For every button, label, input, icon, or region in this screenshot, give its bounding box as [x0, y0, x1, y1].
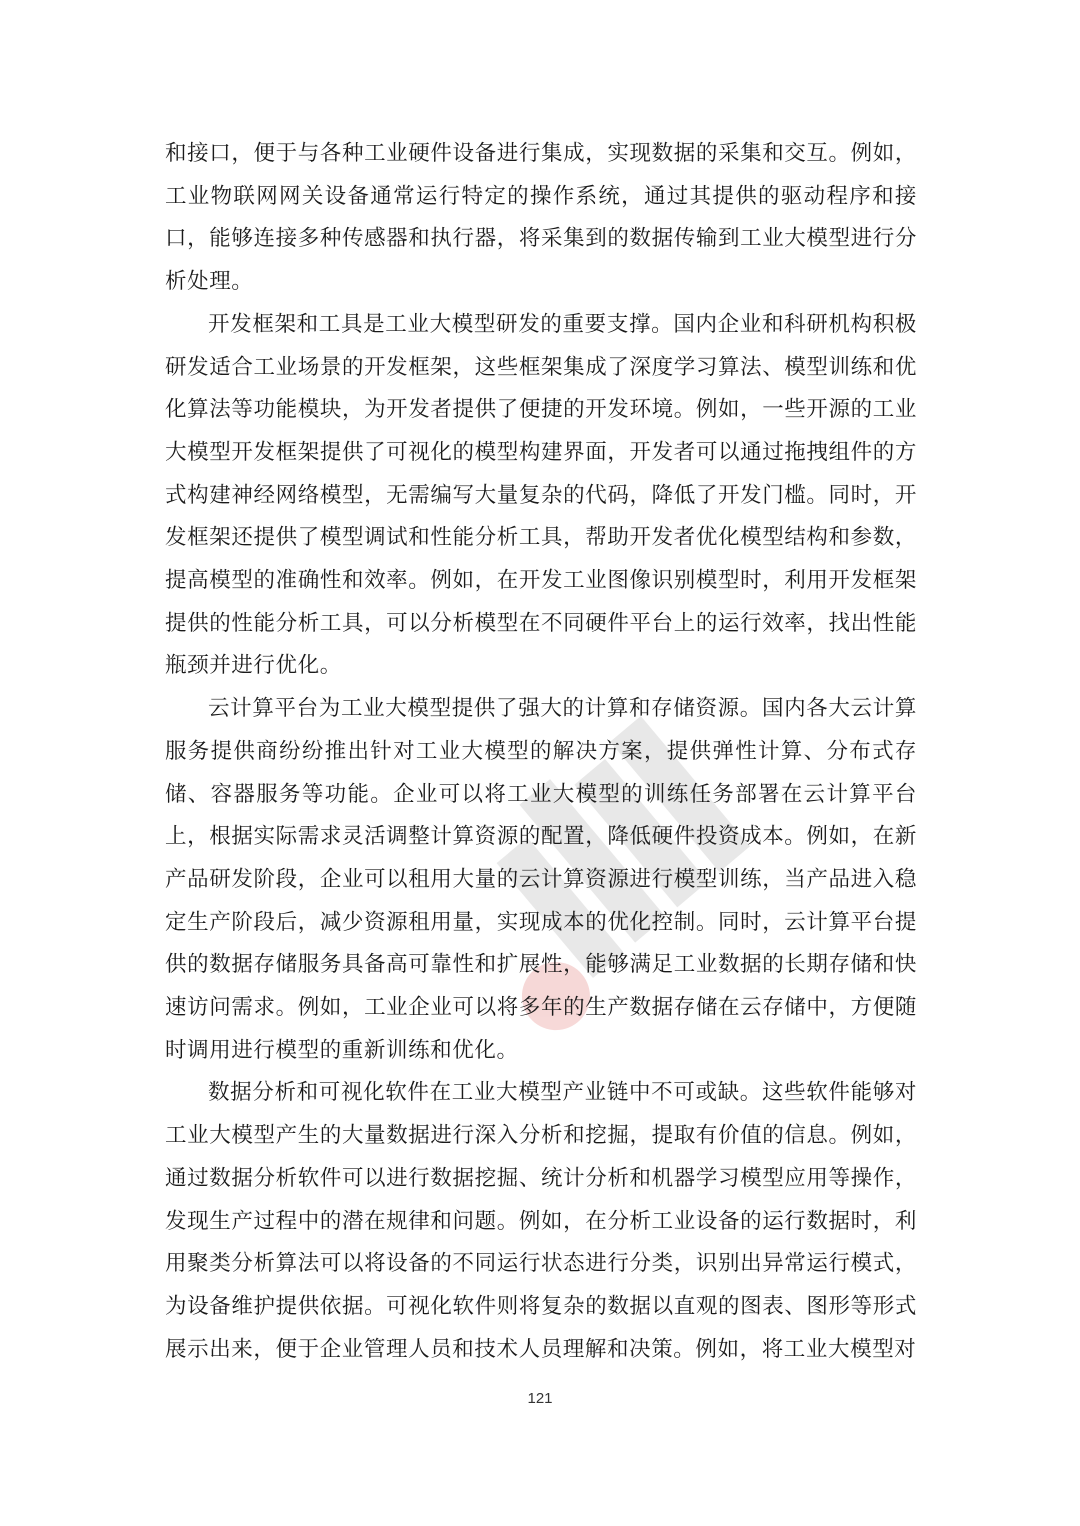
paragraph-3: 云计算平台为工业大模型提供了强大的计算和存储资源。国内各大云计算服务提供商纷纷推出针对工业大模型的解决方案，提供弹性计算、分布式存储、容器服务等功能。企业可以将工业大模型的训练任务部署在云计算平台上，根据实际需求灵活调整计算资源的配置，降低硬件投资成本。例如，在新产品研发阶段，企业可以租用大量的云计算资源进行模型训练，当产品进入稳定生产阶段后，减少资源租用量，实现成本的优化控制。同时，云计算平台提供的数据存储服务具备高可靠性和扩展性，能够满足工业数据的长期存储和快速访问需求。例如，工业企业可以将多年的生产数据存储在云存储中，方便随时调用进行模型的重新训练和优化。 [165, 696, 917, 1063]
paragraph-2: 开发框架和工具是工业大模型研发的重要支撑。国内企业和科研机构积极研发适合工业场景的开发框架，这些框架集成了深度学习算法、模型训练和优化算法等功能模块，为开发者提供了便捷的开发环境。例如，一些开源的工业大模型开发框架提供了可视化的模型构建界面，开发者可以通过拖拽组件的方式构建神经网络模型，无需编写大量复杂的代码，降低了开发门槛。同时，开发框架还提供了模型调试和性能分析工具，帮助开发者优化模型结构和参数，提高模型的准确性和效率。例如，在开发工业图像识别模型时，利用开发框架提供的性能分析工具，可以分析模型在不同硬件平台上的运行效率，找出性能瓶颈并进行优化。 [165, 311, 917, 679]
document-body [165, 133, 917, 1371]
page-number: 121 [527, 1390, 553, 1407]
paragraph-4: 数据分析和可视化软件在工业大模型产业链中不可或缺。这些软件能够对工业大模型产生的大量数据进行深入分析和挖掘，提取有价值的信息。例如，通过数据分析软件可以进行数据挖掘、统计分析和机器学习模型应用等操作，发现生产过程中的潜在规律和问题。例如，在分析工业设备的运行数据时，利用聚类分析算法可以将设备的不同运行状态进行分类，识别出异常运行模式，为设备维护提供依据。可视化软件则将复杂的数据以直观的图表、图形等形式展示出来，便于企业管理人员和技术人员理解和决策。例如，将工业大模型对 [165, 1080, 917, 1362]
paragraph-1: 和接口，便于与各种工业硬件设备进行集成，实现数据的采集和交互。例如，工业物联网网关设备通常运行特定的操作系统，通过其提供的驱动程序和接口，能够连接多种传感器和执行器，将采集到的数据传输到工业大模型进行分析处理。 [165, 141, 917, 295]
